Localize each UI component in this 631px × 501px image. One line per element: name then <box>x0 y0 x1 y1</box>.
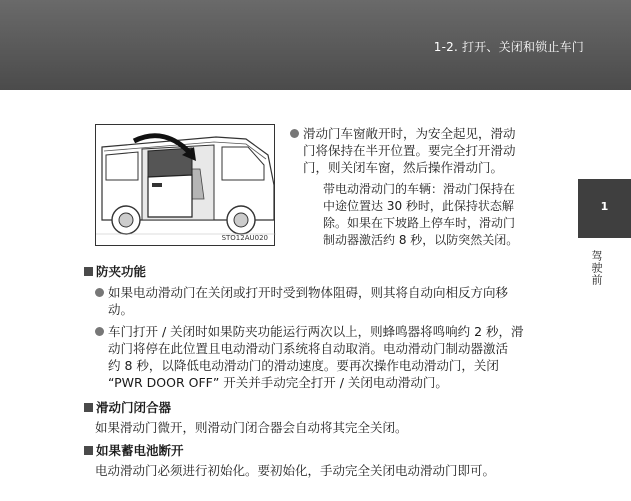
item-text: 车门打开 / 关闭时如果防夹功能运行两次以上，则蜂鸣器将鸣响约 2 秒，滑 <box>108 324 524 339</box>
note-line: 制动器激活约 8 秒，以防突然关闭。 <box>323 233 519 247</box>
note-text: 滑动门车窗敞开时，为安全起见，滑动 <box>303 126 516 141</box>
note-line: 门，则关闭车窗，然后操作滑动门。 <box>303 160 504 175</box>
item-line <box>95 284 508 301</box>
item-line: 动门将停在此位置且电动滑动门系统将自动取消。电动滑动门制动器激活 <box>108 341 509 356</box>
chapter-title: 1-2. 打开、关闭和锁止车门 <box>433 40 584 54</box>
list-item <box>95 323 524 391</box>
sliding-door-illustration <box>95 124 275 246</box>
section-heading <box>84 441 184 459</box>
page-header <box>0 0 631 90</box>
chapter-tab <box>578 179 631 238</box>
power-door-note <box>323 181 518 249</box>
section-title: 滑动门闭合器 <box>96 400 172 415</box>
window-note <box>290 125 516 176</box>
square-bullet-icon <box>84 446 93 455</box>
note-line: 带电动滑动门的车辆：滑动门保持在 <box>323 182 516 196</box>
item-line: 约 8 秒，以降低电动滑动门的滑动速度。要再次操作电动滑动门，关闭 <box>108 358 499 373</box>
van-door-drawing <box>96 125 276 247</box>
note-line <box>290 125 516 142</box>
section-heading <box>84 262 146 280</box>
bullet-icon <box>290 129 299 138</box>
section-title: 如果蓄电池断开 <box>96 443 184 458</box>
note-line: 除。如果在下坡路上停车时，滑动门 <box>323 216 516 230</box>
item-text: 如果电动滑动门在关闭或打开时受到物体阻碍，则其将自动向相反方向移 <box>108 285 509 300</box>
item-line <box>95 323 524 340</box>
bullet-icon <box>95 288 104 297</box>
note-line: 中途位置达 30 秒时，此保持状态解 <box>323 199 514 213</box>
item-line: “PWR DOOR OFF” 开关并手动完全打开 / 关闭电动滑动门。 <box>108 375 448 390</box>
figure-code: STO12AU020 <box>221 234 268 242</box>
square-bullet-icon <box>84 267 93 276</box>
section-paragraph: 如果滑动门微开，则滑动门闭合器会自动将其完全关闭。 <box>95 420 408 435</box>
section-paragraph: 电动滑动门必须进行初始化。要初始化，手动完全关闭电动滑动门即可。 <box>95 463 496 478</box>
bullet-icon <box>95 327 104 336</box>
chapter-side-label: 驾驶前 <box>590 250 603 286</box>
item-line: 动。 <box>108 302 134 317</box>
note-line: 门将保持在半开位置。要完全打开滑动 <box>303 143 516 158</box>
section-title: 防夹功能 <box>96 264 147 279</box>
list-item <box>95 284 508 318</box>
chapter-number: 1 <box>600 200 609 213</box>
square-bullet-icon <box>84 403 93 412</box>
section-heading <box>84 398 171 416</box>
